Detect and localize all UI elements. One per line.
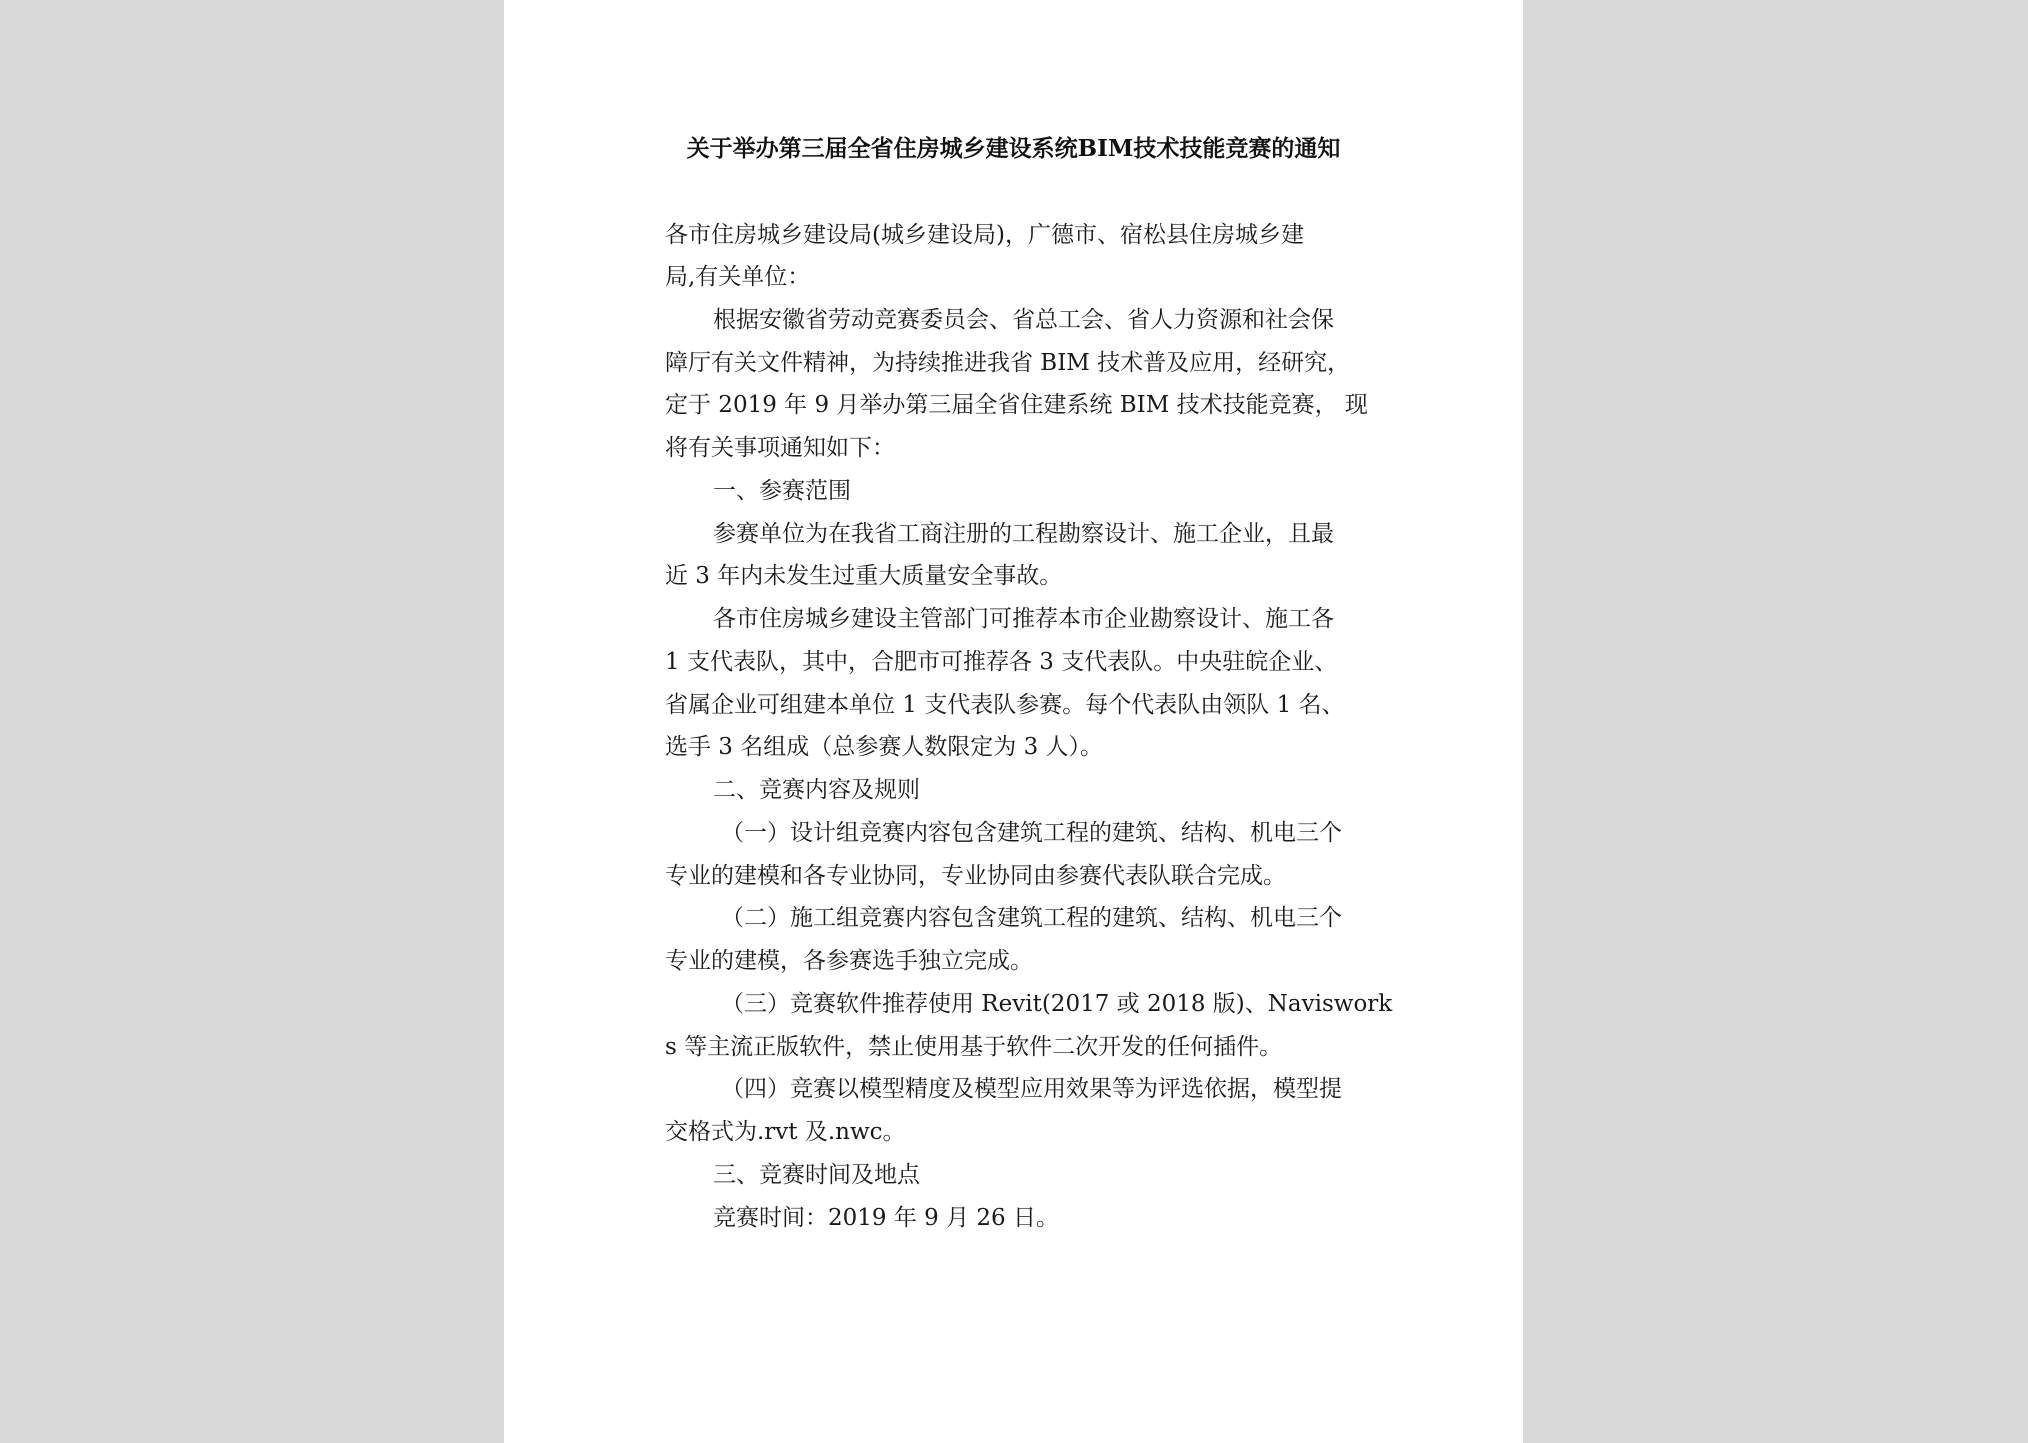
section-heading-3: 三、竞赛时间及地点 xyxy=(713,1162,920,1188)
body-line-19: （三）竞赛软件推荐使用 Revit(2017 或 2018 版)、Naviswork xyxy=(721,991,1393,1017)
body-line-6: 将有关事项通知如下： xyxy=(665,435,895,461)
body-line-10: 各市住房城乡建设主管部门可推荐本市企业勘察设计、施工各 xyxy=(713,606,1334,632)
body-line-5: 定于 2019 年 9 月举办第三届全省住建系统 BIM 技术技能竞赛， 现 xyxy=(665,392,1368,418)
section-heading-2: 二、竞赛内容及规则 xyxy=(713,777,920,803)
body-line-15: （一）设计组竞赛内容包含建筑工程的建筑、结构、机电三个 xyxy=(721,820,1342,846)
body-line-20: s 等主流正版软件，禁止使用基于软件二次开发的任何插件。 xyxy=(665,1034,1283,1060)
body-line-13: 选手 3 名组成（总参赛人数限定为 3 人）。 xyxy=(665,734,1104,760)
body-line-8: 参赛单位为在我省工商注册的工程勘察设计、施工企业，且最 xyxy=(713,521,1334,547)
body-line-17: （二）施工组竞赛内容包含建筑工程的建筑、结构、机电三个 xyxy=(721,905,1342,931)
section-heading-1: 一、参赛范围 xyxy=(713,478,851,504)
body-line-24: 竞赛时间：2019 年 9 月 26 日。 xyxy=(713,1205,1059,1231)
body-line-3: 根据安徽省劳动竞赛委员会、省总工会、省人力资源和社会保 xyxy=(713,307,1334,333)
body-line-21: （四）竞赛以模型精度及模型应用效果等为评选依据，模型提 xyxy=(721,1076,1342,1102)
body-line-4: 障厅有关文件精神，为持续推进我省 BIM 技术普及应用，经研究， xyxy=(665,350,1351,376)
body-line-12: 省属企业可组建本单位 1 支代表队参赛。每个代表队由领队 1 名、 xyxy=(665,692,1345,718)
document-page xyxy=(504,0,1523,1443)
body-line-2: 局,有关单位： xyxy=(665,264,811,290)
body-line-22: 交格式为.rvt 及.nwc。 xyxy=(665,1119,906,1145)
body-line-11: 1 支代表队，其中，合肥市可推荐各 3 支代表队。中央驻皖企业、 xyxy=(665,649,1338,675)
document-title: 关于举办第三届全省住房城乡建设系统BIM技术技能竞赛的通知 xyxy=(686,135,1341,162)
body-line-9: 近 3 年内未发生过重大质量安全事故。 xyxy=(665,563,1063,589)
body-line-16: 专业的建模和各专业协同，专业协同由参赛代表队联合完成。 xyxy=(665,863,1286,889)
body-line-18: 专业的建模，各参赛选手独立完成。 xyxy=(665,948,1033,974)
body-line-1: 各市住房城乡建设局(城乡建设局)，广德市、宿松县住房城乡建 xyxy=(665,222,1304,248)
